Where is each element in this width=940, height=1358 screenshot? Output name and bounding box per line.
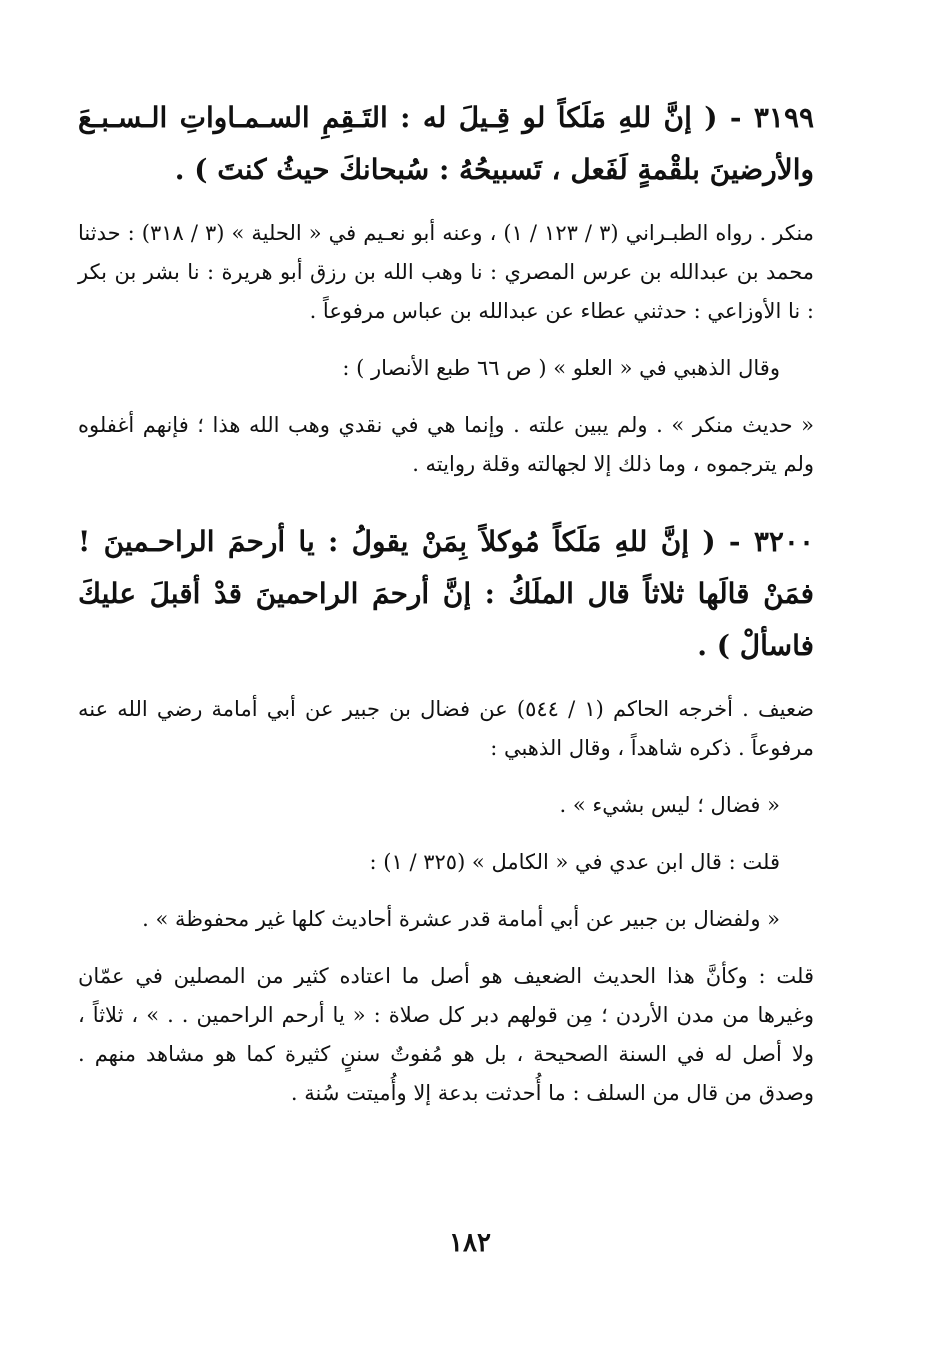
hadith-3199 bbox=[78, 92, 814, 196]
page-body bbox=[78, 92, 814, 1113]
grading-paragraph: ضعيف . أخرجه الحاكم (١ / ٥٤٤) عن فضال بن جبير عن أبي أمامة رضي الله عنه مرفوعاً . ذكره شاهداً ، وقال الذهبي : bbox=[78, 697, 814, 760]
closing-paragraph: قلت : وكأنَّ هذا الحديث الضعيف هو أصل ما اعتاده كثير من المصلين في عمّان وغيرها من مدن الأردن ؛ مِن قولهم دبر كل صلاة : « يا أرحم الراحمين . . » ، ثلاثاً ، ولا أصل له في السنة الصحيحة ، بل هو مُفوتٌ سننٍ كثيرة كما هو مشاهد منهم . وصدق من قال من السلف : ما أُحدثت بدعة إلا وأُميتت سُنة . bbox=[78, 964, 814, 1105]
hadith-number: ٣٢٠٠ bbox=[753, 525, 814, 558]
hadith-number: ٣١٩٩ bbox=[753, 101, 815, 134]
dhahabi-intro: وقال الذهبي في « العلو » ( ص ٦٦ طبع الأنصار ) : bbox=[342, 356, 780, 380]
fadal-quote: « فضال ؛ ليس بشيء » . bbox=[559, 793, 780, 817]
hadith-text: - ( إنَّ للهِ مَلَكاً مُوكلاً بِمَنْ يقولُ : يا أرحمَ الراحـمينَ ! فمَنْ قالَها ثلاثاً قال الملَكُ : إنَّ أرحمَ الراحمينَ قدْ أقبلَ عليكَ فاسألْ ) . bbox=[78, 525, 814, 662]
hadith-text: - ( إنَّ للهِ مَلَكاً لو قِـيلَ له : التَـقِمِ السـمـاواتِ الـسـبـعَ والأرضينَ بلقْمةٍ لَفَعل ، تَسبيحُهُ : سُبحانكَ حيثُ كنتَ ) . bbox=[78, 101, 814, 186]
hadith-3200 bbox=[78, 516, 814, 672]
ibn-adi-quote: « ولفضال بن جبير عن أبي أمامة قدر عشرة أحاديث كلها غير محفوظة » . bbox=[142, 907, 780, 931]
grading-paragraph: منكر . رواه الطبـراني (٣ / ١٢٣ / ١) ، وعنه أبو نعـيم في « الحلية » (٣ / ٣١٨) : حدثنا محمد بن عبدالله بن عرس المصري : نا وهب الله بن رزق أبو هريرة : نا بشر بن بكر : نا الأوزاعي : حدثني عطاء عن عبدالله بن عباس مرفوعاً . bbox=[78, 221, 814, 323]
page-number: ١٨٢ bbox=[449, 1228, 491, 1258]
ibn-adi-intro: قلت : قال ابن عدي في « الكامل » (٣٢٥ / ١) : bbox=[369, 850, 780, 874]
dhahabi-quote: « حديث منكر » . ولم يبين علته . وإنما هي في نقدي وهب الله هذا ؛ فإنهم أغفلوه ولم يترجموه ، وما ذلك إلا لجهالته وقلة روايته . bbox=[78, 413, 814, 476]
